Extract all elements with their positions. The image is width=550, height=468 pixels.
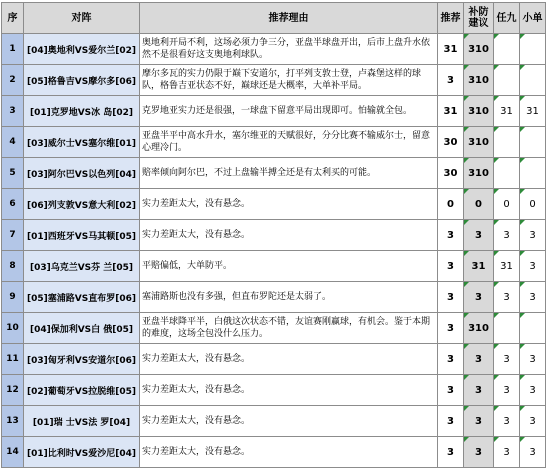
- row-seq-text: 3: [9, 106, 16, 116]
- header-match: 对阵: [24, 3, 140, 34]
- row-small-cell[interactable]: [520, 65, 546, 96]
- row-recommend-cell[interactable]: [438, 220, 464, 251]
- row-seq-cell[interactable]: [2, 406, 24, 437]
- row-match-text: [03]阿尔巴VS以色列[04]: [27, 169, 136, 180]
- row-recommend-text: 3: [447, 260, 454, 272]
- cell-marker-icon: [464, 158, 469, 163]
- row-recommend-text: 3: [447, 291, 454, 303]
- row-seq-text: 5: [9, 168, 16, 178]
- row-buffer-text: 3: [475, 291, 482, 303]
- row-small-cell[interactable]: [520, 406, 546, 437]
- row-match-cell[interactable]: [24, 251, 140, 282]
- row-recommend-cell[interactable]: [438, 96, 464, 127]
- row-seq-cell[interactable]: [2, 65, 24, 96]
- cell-marker-icon: [520, 65, 525, 70]
- row-reason-cell[interactable]: [140, 375, 438, 406]
- cell-marker-icon: [520, 344, 525, 349]
- cell-marker-icon: [464, 34, 469, 39]
- row-buffer-cell[interactable]: [464, 251, 494, 282]
- row-small-text: 31: [526, 105, 539, 117]
- table-row[interactable]: [2, 437, 546, 468]
- row-r9-text: 3: [503, 415, 510, 427]
- cell-marker-icon: [520, 375, 525, 380]
- row-match-cell[interactable]: [24, 406, 140, 437]
- row-seq-text: 7: [9, 230, 16, 240]
- row-r9-cell[interactable]: [494, 313, 520, 344]
- row-seq-text: 4: [9, 137, 16, 147]
- row-buffer-text: 310: [468, 43, 489, 55]
- cell-marker-icon: [464, 406, 469, 411]
- cell-marker-icon: [494, 437, 499, 442]
- row-buffer-cell[interactable]: [464, 189, 494, 220]
- row-seq-text: 14: [6, 447, 19, 457]
- row-recommend-text: 3: [447, 229, 454, 241]
- row-recommend-cell[interactable]: [438, 251, 464, 282]
- row-match-text: [06]列支敦VS意大利[02]: [27, 200, 136, 211]
- row-reason-text: 亚盘半球降平半，白俄这次状态不错，友谊赛刚赢球，有机会。鉴于本期的难度，这场全包没什么压力。: [142, 317, 431, 339]
- row-buffer-text: 310: [468, 322, 489, 334]
- cell-marker-icon: [464, 189, 469, 194]
- row-buffer-text: 3: [475, 229, 482, 241]
- table-row[interactable]: [2, 189, 546, 220]
- row-seq-text: 12: [6, 385, 19, 395]
- row-reason-text: 亚盘半平中高水升水，塞尔维亚的天赋很好，分分比赛不输威尔士，留意心理冷门。: [142, 131, 431, 153]
- row-buffer-text: 3: [475, 353, 482, 365]
- row-small-text: 3: [529, 415, 536, 427]
- row-recommend-text: 0: [447, 198, 454, 210]
- cell-marker-icon: [494, 189, 499, 194]
- row-r9-cell[interactable]: [494, 34, 520, 65]
- header-buffer-line1: 补防: [468, 7, 489, 18]
- row-buffer-cell[interactable]: [464, 375, 494, 406]
- cell-marker-icon: [520, 127, 525, 132]
- row-seq-cell[interactable]: [2, 189, 24, 220]
- table-row[interactable]: [2, 65, 546, 96]
- table-row[interactable]: [2, 220, 546, 251]
- row-reason-text: 赔率倾向阿尔巴，不过上盘输半搏全还是有太利买的可能。: [142, 168, 377, 178]
- row-small-text: 3: [529, 446, 536, 458]
- row-match-text: [05]塞浦路VS直布罗[06]: [27, 293, 136, 304]
- cell-marker-icon: [494, 65, 499, 70]
- row-small-cell[interactable]: [520, 251, 546, 282]
- row-r9-text: 0: [503, 198, 510, 210]
- cell-marker-icon: [464, 313, 469, 318]
- row-r9-cell[interactable]: [494, 220, 520, 251]
- row-match-cell[interactable]: [24, 158, 140, 189]
- row-reason-cell[interactable]: [140, 406, 438, 437]
- row-recommend-cell[interactable]: [438, 344, 464, 375]
- row-small-cell[interactable]: [520, 189, 546, 220]
- row-match-cell[interactable]: [24, 437, 140, 468]
- row-small-text: 3: [529, 260, 536, 272]
- row-small-cell[interactable]: [520, 127, 546, 158]
- row-r9-cell[interactable]: [494, 437, 520, 468]
- row-match-text: [01]西班牙VS马其顿[05]: [27, 231, 136, 242]
- row-match-cell[interactable]: [24, 65, 140, 96]
- row-seq-text: 10: [6, 323, 19, 333]
- row-r9-text: 31: [500, 260, 513, 272]
- row-small-text: 3: [529, 291, 536, 303]
- row-buffer-text: 310: [468, 167, 489, 179]
- row-recommend-cell[interactable]: [438, 406, 464, 437]
- row-buffer-text: 31: [471, 260, 486, 272]
- table-row[interactable]: [2, 158, 546, 189]
- cell-marker-icon: [464, 220, 469, 225]
- row-small-cell[interactable]: [520, 375, 546, 406]
- row-recommend-text: 3: [447, 74, 454, 86]
- row-seq-cell[interactable]: [2, 220, 24, 251]
- row-r9-text: 31: [500, 105, 513, 117]
- row-recommend-cell[interactable]: [438, 375, 464, 406]
- row-recommend-text: 30: [443, 167, 458, 179]
- table-row[interactable]: [2, 313, 546, 344]
- cell-marker-icon: [494, 282, 499, 287]
- cell-marker-icon: [464, 282, 469, 287]
- table-row[interactable]: [2, 251, 546, 282]
- row-recommend-cell[interactable]: [438, 437, 464, 468]
- row-reason-text: 实力差距太大，没有悬念。: [142, 416, 251, 426]
- row-small-text: 3: [529, 229, 536, 241]
- row-reason-cell[interactable]: [140, 96, 438, 127]
- row-buffer-cell[interactable]: [464, 220, 494, 251]
- row-r9-cell[interactable]: [494, 375, 520, 406]
- row-buffer-cell[interactable]: [464, 344, 494, 375]
- row-match-cell[interactable]: [24, 189, 140, 220]
- table-row[interactable]: [2, 406, 546, 437]
- row-match-cell[interactable]: [24, 313, 140, 344]
- row-small-cell[interactable]: [520, 344, 546, 375]
- cell-marker-icon: [520, 34, 525, 39]
- row-buffer-cell[interactable]: [464, 313, 494, 344]
- header-buffer-line2: 建议: [468, 18, 489, 29]
- header-buffer: [464, 3, 494, 34]
- row-recommend-cell[interactable]: [438, 34, 464, 65]
- row-reason-cell[interactable]: [140, 189, 438, 220]
- row-match-cell[interactable]: [24, 282, 140, 313]
- row-r9-cell[interactable]: [494, 189, 520, 220]
- table-row[interactable]: [2, 375, 546, 406]
- cell-marker-icon: [494, 313, 499, 318]
- row-small-text: 3: [529, 384, 536, 396]
- row-buffer-text: 3: [475, 415, 482, 427]
- row-match-text: [03]匈牙利VS安道尔[06]: [27, 355, 136, 366]
- row-buffer-text: 3: [475, 446, 482, 458]
- row-reason-text: 平赔偏低，大单防平。: [142, 261, 233, 271]
- cell-marker-icon: [494, 96, 499, 101]
- header-seq: 序: [2, 3, 24, 34]
- cell-marker-icon: [464, 375, 469, 380]
- row-match-text: [01]瑞 士VS法 罗[04]: [32, 417, 131, 428]
- cell-marker-icon: [494, 220, 499, 225]
- row-small-cell[interactable]: [520, 282, 546, 313]
- cell-marker-icon: [520, 437, 525, 442]
- row-r9-cell[interactable]: [494, 158, 520, 189]
- row-reason-text: 塞浦路斯也没有多强，但直布罗陀还是太弱了。: [142, 292, 332, 302]
- cell-marker-icon: [494, 375, 499, 380]
- table-row[interactable]: [2, 34, 546, 65]
- row-seq-text: 8: [9, 261, 16, 271]
- row-match-text: [03]威尔士VS塞尔维[01]: [27, 138, 136, 149]
- row-buffer-cell[interactable]: [464, 282, 494, 313]
- row-recommend-cell[interactable]: [438, 65, 464, 96]
- row-r9-cell[interactable]: [494, 344, 520, 375]
- row-reason-cell[interactable]: [140, 437, 438, 468]
- row-r9-cell[interactable]: [494, 251, 520, 282]
- row-seq-text: 11: [6, 354, 19, 364]
- row-small-cell[interactable]: [520, 220, 546, 251]
- row-match-text: [04]奥地利VS爱尔兰[02]: [27, 45, 136, 56]
- table-row[interactable]: [2, 344, 546, 375]
- row-reason-cell[interactable]: [140, 313, 438, 344]
- row-small-cell[interactable]: [520, 158, 546, 189]
- row-reason-text: 克罗地亚实力还是很强，一球盘下留意平局出现即可。怕输就全包。: [142, 106, 413, 116]
- header-row: [2, 3, 546, 34]
- row-r9-text: 3: [503, 384, 510, 396]
- cell-marker-icon: [520, 282, 525, 287]
- cell-marker-icon: [520, 220, 525, 225]
- header-reason: 推荐理由: [140, 3, 438, 34]
- cell-marker-icon: [520, 158, 525, 163]
- cell-marker-icon: [494, 34, 499, 39]
- row-r9-text: 3: [503, 446, 510, 458]
- row-match-text: [04]保加利VS白 俄[05]: [29, 324, 134, 335]
- cell-marker-icon: [520, 96, 525, 101]
- row-reason-text: 实力差距太大，没有悬念。: [142, 385, 251, 395]
- row-match-cell[interactable]: [24, 34, 140, 65]
- cell-marker-icon: [494, 158, 499, 163]
- header-r9: 任九: [494, 3, 520, 34]
- cell-marker-icon: [520, 406, 525, 411]
- row-buffer-cell[interactable]: [464, 65, 494, 96]
- row-reason-cell[interactable]: [140, 65, 438, 96]
- row-recommend-text: 3: [447, 415, 454, 427]
- row-seq-cell[interactable]: [2, 282, 24, 313]
- row-recommend-cell[interactable]: [438, 313, 464, 344]
- row-reason-cell[interactable]: [140, 34, 438, 65]
- cell-marker-icon: [464, 65, 469, 70]
- table-row[interactable]: [2, 282, 546, 313]
- row-small-text: 3: [529, 353, 536, 365]
- row-small-cell[interactable]: [520, 34, 546, 65]
- row-reason-cell[interactable]: [140, 251, 438, 282]
- row-reason-text: 奥地利开局不利，这场必须力争三分，亚盘半球盘开出，后市上盘升水依然不是很看好这支奥地利球队。: [142, 38, 431, 60]
- row-recommend-cell[interactable]: [438, 127, 464, 158]
- row-recommend-text: 3: [447, 384, 454, 396]
- recommendation-table: [1, 2, 546, 468]
- row-seq-cell[interactable]: [2, 344, 24, 375]
- header-small: 小单: [520, 3, 546, 34]
- row-buffer-cell[interactable]: [464, 437, 494, 468]
- cell-marker-icon: [464, 251, 469, 256]
- table-row[interactable]: [2, 127, 546, 158]
- cell-marker-icon: [520, 189, 525, 194]
- row-r9-text: 3: [503, 353, 510, 365]
- row-buffer-cell[interactable]: [464, 158, 494, 189]
- row-seq-cell[interactable]: [2, 251, 24, 282]
- row-seq-cell[interactable]: [2, 313, 24, 344]
- row-buffer-cell[interactable]: [464, 406, 494, 437]
- row-match-cell[interactable]: [24, 96, 140, 127]
- row-reason-text: 摩尔多瓦的实力仍限于巅下安道尔，打平列支敦士登，卢森堡这样的球队，格鲁吉亚状态不好，巅球还是大概率，大单补平局。: [142, 69, 422, 91]
- row-buffer-cell[interactable]: [464, 96, 494, 127]
- row-r9-cell[interactable]: [494, 96, 520, 127]
- row-r9-cell[interactable]: [494, 127, 520, 158]
- row-r9-cell[interactable]: [494, 65, 520, 96]
- row-seq-cell[interactable]: [2, 127, 24, 158]
- row-recommend-cell[interactable]: [438, 158, 464, 189]
- table-body: [2, 34, 546, 468]
- row-recommend-cell[interactable]: [438, 189, 464, 220]
- row-small-cell[interactable]: [520, 96, 546, 127]
- row-buffer-cell[interactable]: [464, 127, 494, 158]
- row-seq-text: 2: [9, 75, 16, 85]
- row-match-text: [01]比利时VS爱沙尼[04]: [27, 448, 136, 459]
- row-reason-cell[interactable]: [140, 282, 438, 313]
- row-match-text: [02]葡萄牙VS拉脱维[05]: [27, 386, 136, 397]
- cell-marker-icon: [464, 127, 469, 132]
- row-r9-text: 3: [503, 291, 510, 303]
- row-match-cell[interactable]: [24, 344, 140, 375]
- row-reason-text: 实力差距太大，没有悬念。: [142, 199, 251, 209]
- row-r9-cell[interactable]: [494, 282, 520, 313]
- cell-marker-icon: [464, 344, 469, 349]
- row-seq-cell[interactable]: [2, 437, 24, 468]
- row-seq-cell[interactable]: [2, 158, 24, 189]
- row-seq-cell[interactable]: [2, 375, 24, 406]
- row-match-cell[interactable]: [24, 375, 140, 406]
- row-match-text: [05]格鲁吉VS摩尔多[06]: [27, 76, 136, 87]
- cell-marker-icon: [520, 251, 525, 256]
- row-small-cell[interactable]: [520, 437, 546, 468]
- row-r9-text: 3: [503, 229, 510, 241]
- header-recommend: 推荐: [438, 3, 464, 34]
- row-seq-text: 9: [9, 292, 16, 302]
- row-seq-cell[interactable]: [2, 34, 24, 65]
- row-match-text: [01]克罗地VS冰 岛[02]: [29, 107, 134, 118]
- row-buffer-text: 310: [468, 105, 489, 117]
- row-reason-cell[interactable]: [140, 158, 438, 189]
- row-recommend-text: 3: [447, 446, 454, 458]
- row-seq-text: 13: [6, 416, 19, 426]
- row-reason-cell[interactable]: [140, 220, 438, 251]
- row-recommend-text: 3: [447, 353, 454, 365]
- cell-marker-icon: [494, 344, 499, 349]
- row-recommend-text: 31: [443, 43, 458, 55]
- row-seq-text: 1: [9, 44, 16, 54]
- row-reason-cell[interactable]: [140, 127, 438, 158]
- cell-marker-icon: [464, 96, 469, 101]
- row-match-text: [03]乌克兰VS芬 兰[05]: [29, 262, 134, 273]
- row-buffer-text: 0: [475, 198, 482, 210]
- row-match-cell[interactable]: [24, 220, 140, 251]
- cell-marker-icon: [494, 251, 499, 256]
- cell-marker-icon: [464, 437, 469, 442]
- row-reason-cell[interactable]: [140, 344, 438, 375]
- row-seq-cell[interactable]: [2, 96, 24, 127]
- row-r9-cell[interactable]: [494, 406, 520, 437]
- row-reason-text: 实力差距太大，没有悬念。: [142, 447, 251, 457]
- row-reason-text: 实力差距太大，没有悬念。: [142, 354, 251, 364]
- row-buffer-text: 310: [468, 74, 489, 86]
- row-recommend-cell[interactable]: [438, 282, 464, 313]
- row-match-cell[interactable]: [24, 127, 140, 158]
- cell-marker-icon: [494, 406, 499, 411]
- row-buffer-text: 310: [468, 136, 489, 148]
- row-buffer-cell[interactable]: [464, 34, 494, 65]
- row-reason-text: 实力差距太大，没有悬念。: [142, 230, 251, 240]
- row-recommend-text: 31: [443, 105, 458, 117]
- table-row[interactable]: [2, 96, 546, 127]
- row-small-cell[interactable]: [520, 313, 546, 344]
- row-recommend-text: 30: [443, 136, 458, 148]
- cell-marker-icon: [520, 313, 525, 318]
- row-recommend-text: 3: [447, 322, 454, 334]
- row-small-text: 0: [529, 198, 536, 210]
- cell-marker-icon: [494, 127, 499, 132]
- row-buffer-text: 3: [475, 384, 482, 396]
- row-seq-text: 6: [9, 199, 16, 209]
